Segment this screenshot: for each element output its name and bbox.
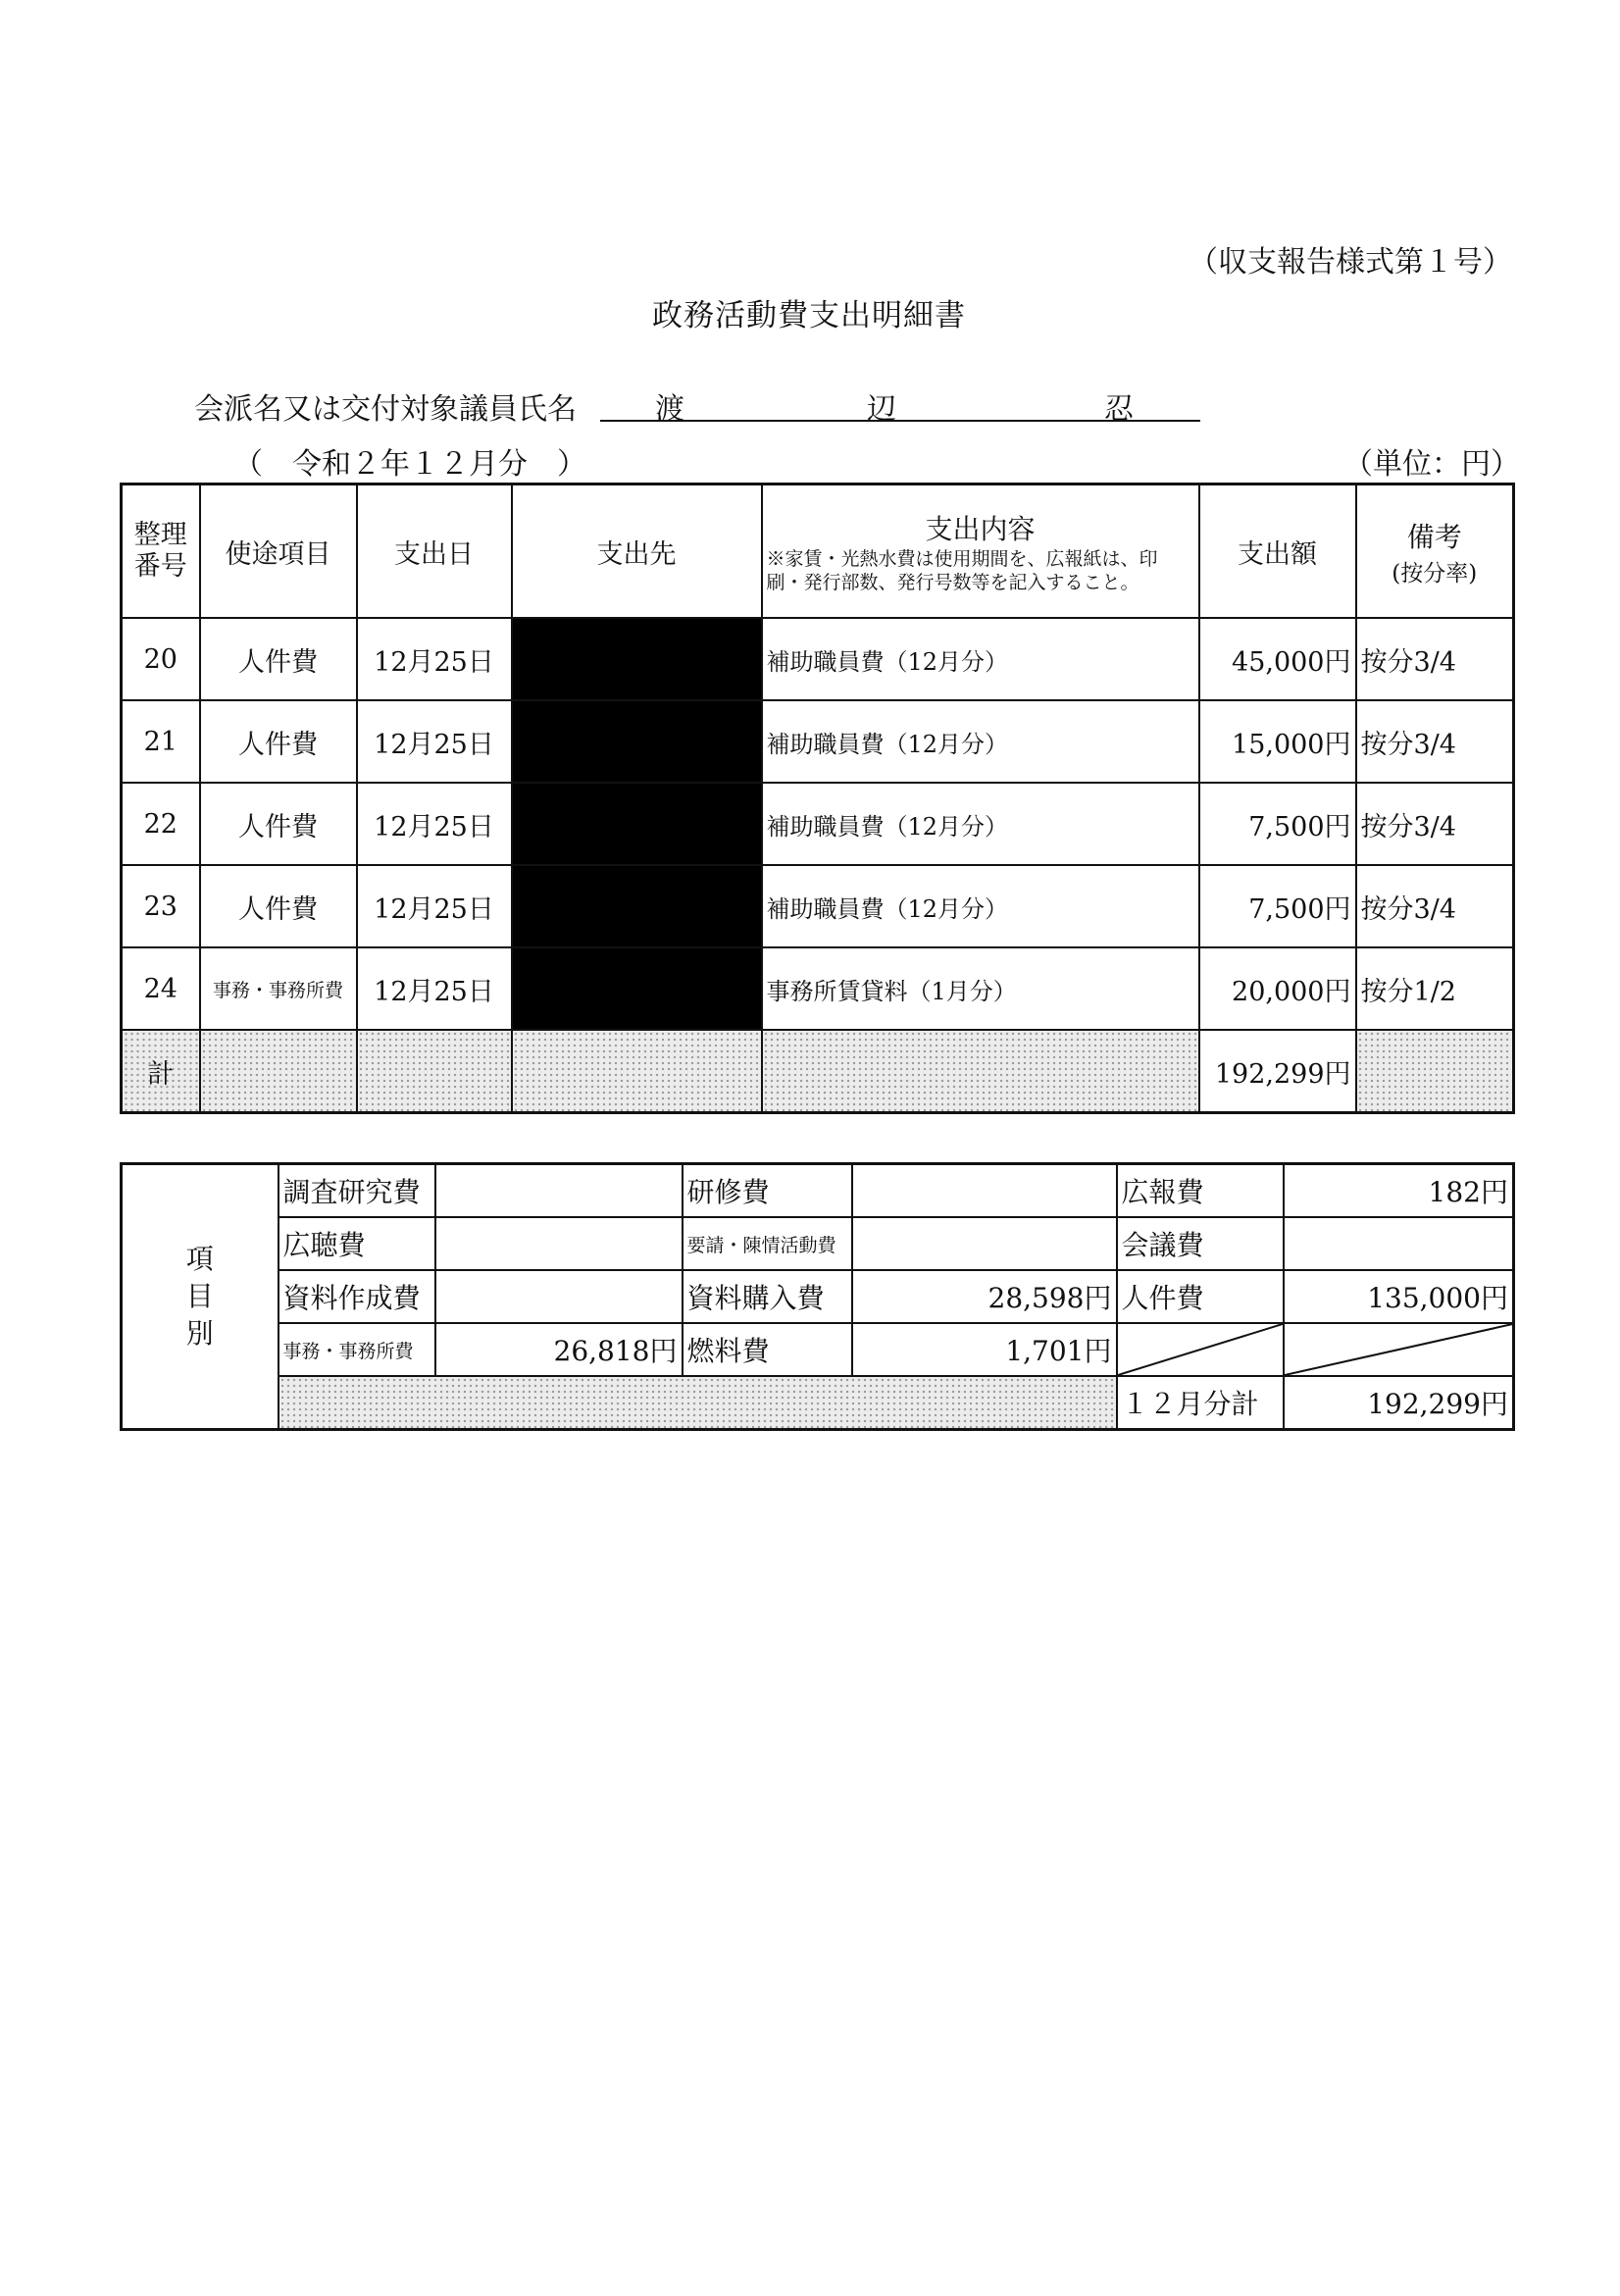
- table-row: [122, 700, 1514, 783]
- header-no: 整理番号: [122, 485, 200, 619]
- shaded-cell: [357, 1030, 512, 1113]
- fuel-value: 1,701円: [852, 1323, 1117, 1376]
- category-summary-table: [120, 1162, 1515, 1431]
- total-label: 計: [122, 1030, 200, 1113]
- table-header-row: [122, 485, 1514, 619]
- meeting-label: 会議費: [1117, 1217, 1284, 1270]
- row-content: 補助職員費（12月分）: [762, 783, 1199, 865]
- row-amount: 45,000円: [1199, 618, 1356, 700]
- header-note: [1356, 485, 1514, 619]
- row-use: 人件費: [200, 700, 357, 783]
- diagonal-strike: [1285, 1324, 1513, 1375]
- row-content: 事務所賃貸料（1月分）: [762, 947, 1199, 1030]
- row-no: 24: [122, 947, 200, 1030]
- total-amount: 192,299円: [1199, 1030, 1356, 1113]
- row-date: 12月25日: [357, 618, 512, 700]
- personnel-value: 135,000円: [1284, 1270, 1514, 1323]
- row-use: 人件費: [200, 618, 357, 700]
- table-row: [122, 865, 1514, 947]
- row-use: 人件費: [200, 865, 357, 947]
- office-value: 26,818円: [435, 1323, 683, 1376]
- side-label-char: 別: [185, 1317, 214, 1350]
- shaded-cell: [762, 1030, 1199, 1113]
- personnel-label: 人件費: [1117, 1270, 1284, 1323]
- redacted-payee: [512, 783, 762, 865]
- month-total-value: 192,299円: [1284, 1376, 1514, 1430]
- row-no: 22: [122, 783, 200, 865]
- expenditure-table: [120, 483, 1515, 1114]
- side-label-char: 目: [185, 1280, 214, 1312]
- row-no: 20: [122, 618, 200, 700]
- form-number: （収支報告様式第１号）: [1189, 245, 1512, 280]
- document-title: 政務活動費支出明細書: [652, 298, 966, 333]
- table-row: [122, 618, 1514, 700]
- header-amount: 支出額: [1199, 485, 1356, 619]
- petition-label: 要請・陳情活動費: [683, 1217, 852, 1270]
- row-content: 補助職員費（12月分）: [762, 700, 1199, 783]
- reporting-period: （ 令和２年１２月分 ）: [233, 447, 586, 482]
- header-content-title: 支出内容: [925, 513, 1036, 545]
- diagonal-strike: [1118, 1324, 1283, 1375]
- row-content: 補助職員費（12月分）: [762, 618, 1199, 700]
- hearing-label: 広聴費: [278, 1217, 435, 1270]
- materials-make-label: 資料作成費: [278, 1270, 435, 1323]
- row-amount: 20,000円: [1199, 947, 1356, 1030]
- materials-make-value: [435, 1270, 683, 1323]
- row-note: 按分3/4: [1356, 700, 1514, 783]
- shaded-cell: [278, 1376, 1117, 1430]
- fuel-label: 燃料費: [683, 1323, 852, 1376]
- member-name-char: 辺: [867, 392, 896, 427]
- header-content: [762, 485, 1199, 619]
- redacted-payee: [512, 618, 762, 700]
- row-no: 23: [122, 865, 200, 947]
- meeting-value: [1284, 1217, 1514, 1270]
- month-total-label: １２月分計: [1117, 1376, 1284, 1430]
- redacted-payee: [512, 700, 762, 783]
- side-label-char: 項: [185, 1243, 214, 1275]
- header-payee: 支出先: [512, 485, 762, 619]
- header-content-note: ※家賃・光熱水費は使用期間を、広報紙は、印刷・発行部数、発行号数等を記入すること。: [766, 548, 1158, 593]
- member-name-char: 渡: [655, 392, 684, 427]
- row-note: 按分3/4: [1356, 783, 1514, 865]
- training-value: [852, 1164, 1117, 1218]
- training-label: 研修費: [683, 1164, 852, 1218]
- total-row: [122, 1030, 1514, 1113]
- header-note-title: 備考: [1406, 520, 1462, 553]
- row-date: 12月25日: [357, 947, 512, 1030]
- header-note-sub: (按分率): [1392, 560, 1478, 587]
- shaded-cell: [512, 1030, 762, 1113]
- struck-cell: [1117, 1323, 1284, 1376]
- row-date: 12月25日: [357, 700, 512, 783]
- row-amount: 7,500円: [1199, 865, 1356, 947]
- header-date: 支出日: [357, 485, 512, 619]
- struck-cell: [1284, 1323, 1514, 1376]
- row-amount: 7,500円: [1199, 783, 1356, 865]
- row-no: 21: [122, 700, 200, 783]
- materials-buy-value: 28,598円: [852, 1270, 1117, 1323]
- table-row: [122, 783, 1514, 865]
- shaded-cell: [200, 1030, 357, 1113]
- category-side-label: [122, 1164, 278, 1430]
- redacted-payee: [512, 947, 762, 1030]
- shaded-cell: [1356, 1030, 1514, 1113]
- redacted-payee: [512, 865, 762, 947]
- row-note: 按分3/4: [1356, 618, 1514, 700]
- row-date: 12月25日: [357, 865, 512, 947]
- table-row: [122, 947, 1514, 1030]
- petition-value: [852, 1217, 1117, 1270]
- member-name-char: 忍: [1104, 392, 1134, 427]
- row-note: 按分1/2: [1356, 947, 1514, 1030]
- office-label: 事務・事務所費: [278, 1323, 435, 1376]
- pr-value: 182円: [1284, 1164, 1514, 1218]
- row-use: 人件費: [200, 783, 357, 865]
- pr-label: 広報費: [1117, 1164, 1284, 1218]
- hearing-value: [435, 1217, 683, 1270]
- research-value: [435, 1164, 683, 1218]
- row-use: 事務・事務所費: [200, 947, 357, 1030]
- materials-buy-label: 資料購入費: [683, 1270, 852, 1323]
- header-use: 使途項目: [200, 485, 357, 619]
- row-date: 12月25日: [357, 783, 512, 865]
- member-name-label: 会派名又は交付対象議員氏名: [194, 392, 577, 427]
- row-amount: 15,000円: [1199, 700, 1356, 783]
- row-content: 補助職員費（12月分）: [762, 865, 1199, 947]
- research-label: 調査研究費: [278, 1164, 435, 1218]
- unit-label: （単位：円）: [1343, 447, 1520, 482]
- row-note: 按分3/4: [1356, 865, 1514, 947]
